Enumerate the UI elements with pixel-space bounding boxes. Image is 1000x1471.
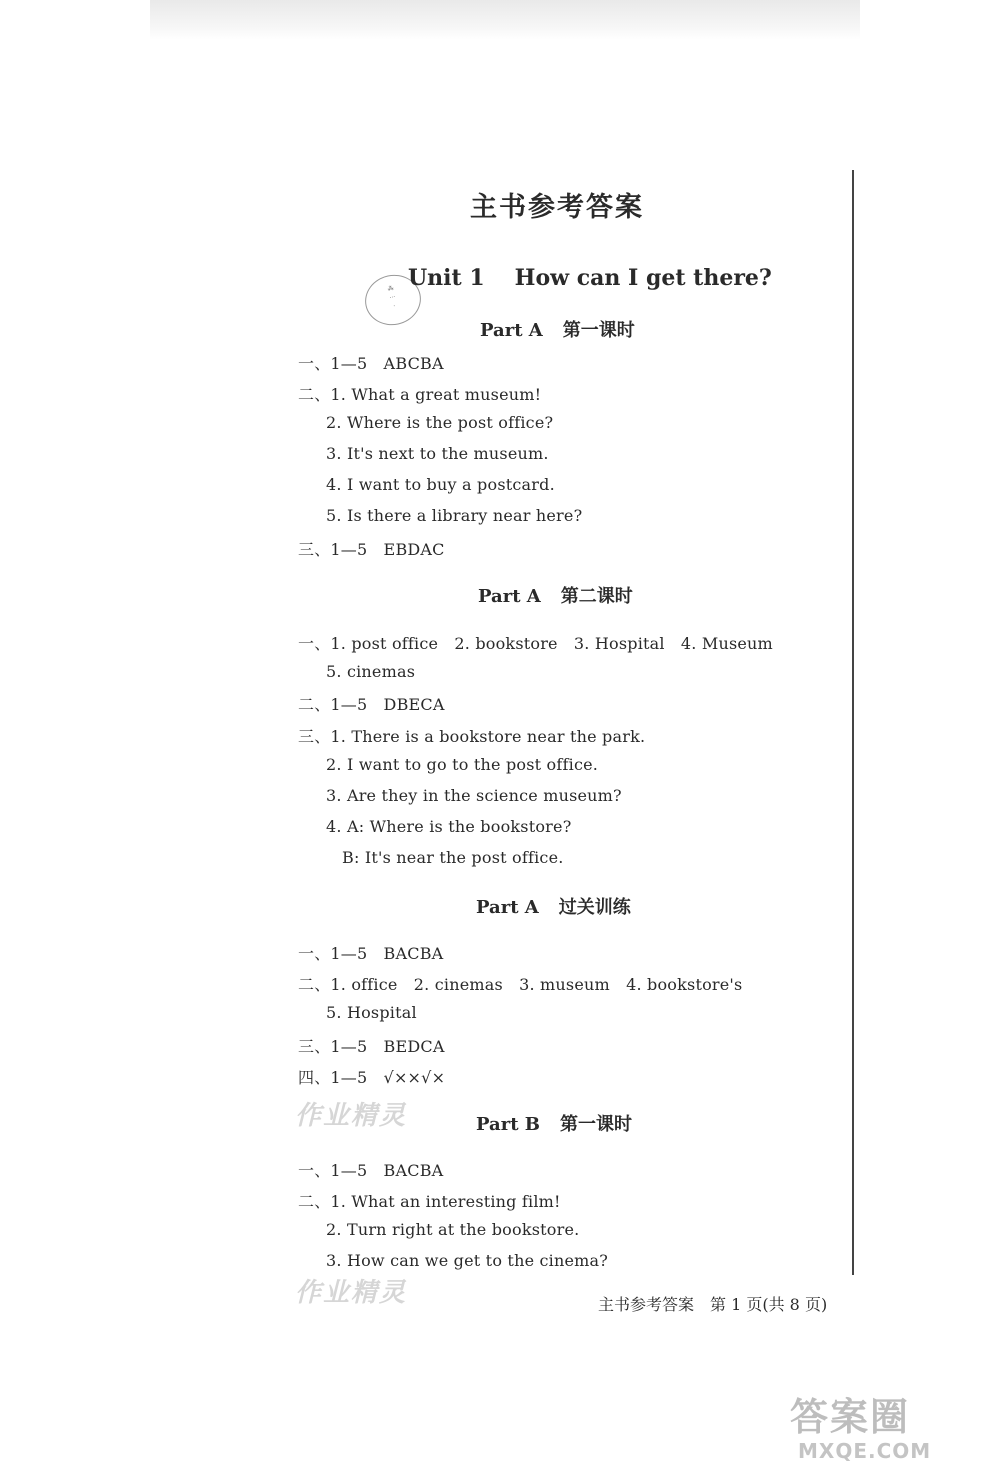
scan-top-shadow xyxy=(150,0,860,40)
section-heading xyxy=(478,582,633,608)
answer-line: B: It's near the post office. xyxy=(342,848,564,867)
watermark: 作业精灵 xyxy=(295,1278,408,1308)
answer-line: 5. Hospital xyxy=(326,1003,417,1022)
answer-line: 一、1—5 BACBA xyxy=(298,944,444,963)
part-label: Part B xyxy=(476,1114,540,1135)
answer-line: 三、1—5 BEDCA xyxy=(298,1037,445,1056)
answer-line: 3. How can we get to the cinema? xyxy=(326,1251,609,1270)
answer-line: 2. Where is the post office? xyxy=(326,413,554,432)
answer-line: 四、1—5 √××√× xyxy=(298,1068,446,1087)
answer-line: 2. Turn right at the bookstore. xyxy=(326,1220,580,1239)
lesson-label: 过关训练 xyxy=(558,897,631,918)
answer-line: 3. It's next to the museum. xyxy=(326,444,549,463)
page-margin-rule xyxy=(852,170,854,1275)
lesson-label: 第一课时 xyxy=(560,1114,632,1135)
answer-line: 一、1. post office 2. bookstore 3. Hospital 4. Museum xyxy=(298,634,773,653)
page-footer: 主书参考答案 第 1 页(共 8 页) xyxy=(598,1295,828,1314)
unit-question: How can I get there? xyxy=(514,265,772,291)
answer-line: 二、1. office 2. cinemas 3. museum 4. bookstore's xyxy=(298,975,743,994)
answer-line: 4. A: Where is the bookstore? xyxy=(326,817,572,836)
section-heading xyxy=(476,893,631,919)
answer-line: 5. Is there a library near here? xyxy=(326,506,583,525)
logo-text: 答案圈 xyxy=(790,1395,911,1439)
part-label: Part A xyxy=(480,320,543,341)
part-label: Part A xyxy=(476,897,539,918)
section-heading xyxy=(476,1110,632,1136)
stamp-seal: ⁂ ··· · xyxy=(360,270,425,331)
page-title: 主书参考答案 xyxy=(470,192,644,223)
lesson-label: 第一课时 xyxy=(562,320,635,341)
site-logo xyxy=(790,1395,985,1465)
unit-heading xyxy=(408,265,772,291)
answer-line: 3. Are they in the science museum? xyxy=(326,786,622,805)
answer-line: 4. I want to buy a postcard. xyxy=(326,475,555,494)
section-heading xyxy=(480,316,635,342)
lesson-label: 第二课时 xyxy=(560,586,633,607)
part-label: Part A xyxy=(478,586,541,607)
answer-line: 三、1. There is a bookstore near the park. xyxy=(298,727,646,746)
watermark: 作业精灵 xyxy=(295,1101,408,1131)
unit-label: Unit 1 xyxy=(408,265,485,291)
answer-line: 5. cinemas xyxy=(326,662,416,681)
answer-line: 一、1—5 ABCBA xyxy=(298,354,444,373)
answer-line: 二、1—5 DBECA xyxy=(298,695,445,714)
answer-line: 一、1—5 BACBA xyxy=(298,1161,444,1180)
answer-line: 三、1—5 EBDAC xyxy=(298,540,445,559)
answer-line: 二、1. What an interesting film! xyxy=(298,1192,561,1211)
answer-line: 2. I want to go to the post office. xyxy=(326,755,599,774)
answer-line: 二、1. What a great museum! xyxy=(298,385,542,404)
logo-url: MXQE.COM xyxy=(798,1439,932,1463)
